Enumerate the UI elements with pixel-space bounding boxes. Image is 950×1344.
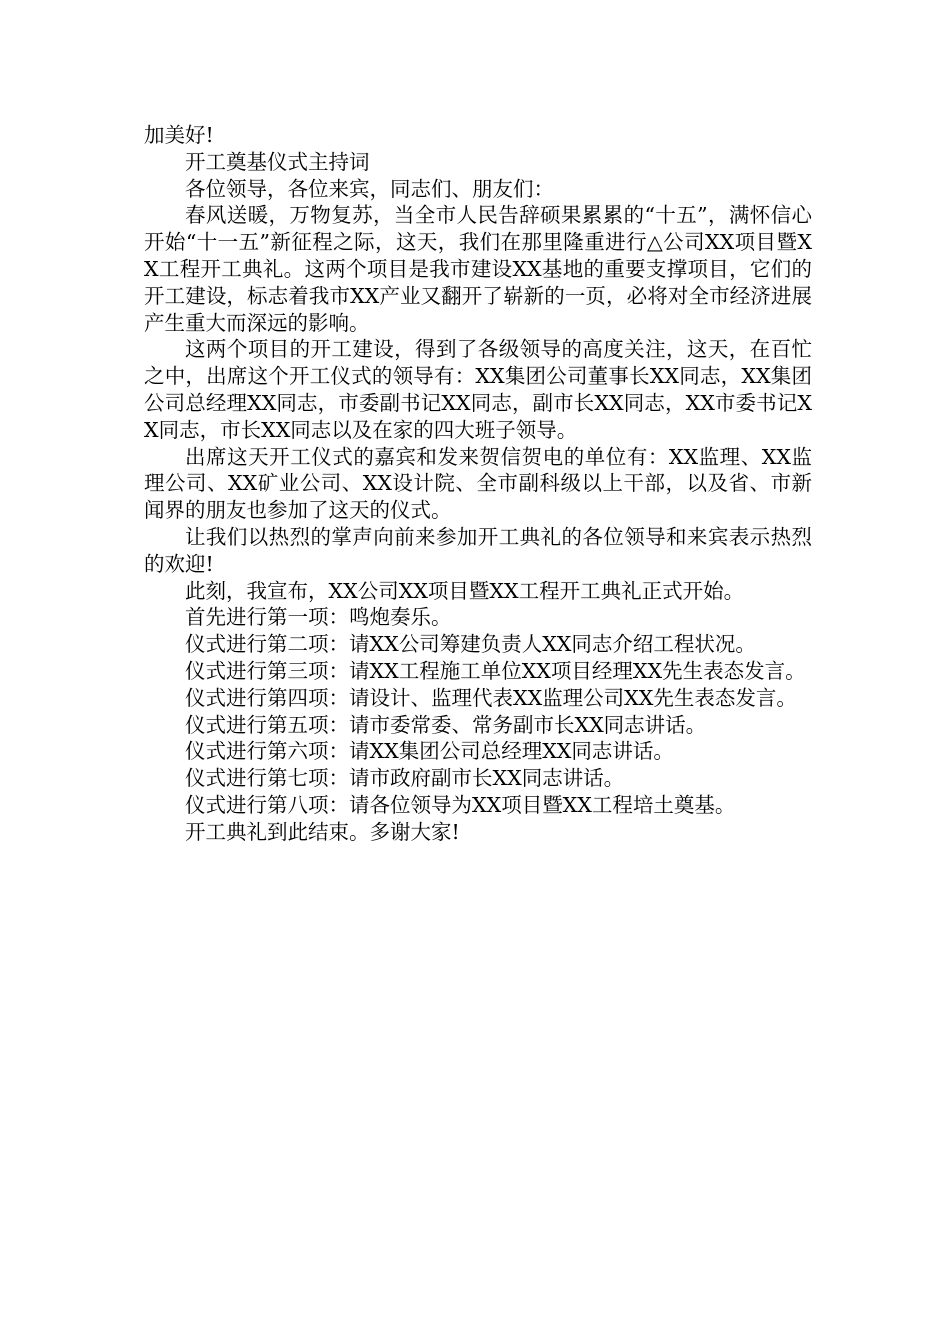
paragraph-opening: 春风送暖，万物复苏，当全市人民告辞硕果累累的“十五”，满怀信心开始“十一五”新征程之际，这天，我们在那里隆重进行△公司XX项目暨XX工程开工典礼。这两个项目是我市建设XX基地的重要支撑项目，它们的开工建设，标志着我市XX产业又翻开了崭新的一页，必将对全市经济进展产生重大而深远的影响。 <box>144 203 812 335</box>
salutation: 各位领导，各位来宾，同志们、朋友们： <box>185 176 554 201</box>
agenda-item-3: 仪式进行第三项：请XX工程施工单位XX项目经理XX先生表态发言。 <box>185 658 806 683</box>
closing-line: 开工典礼到此结束。多谢大家! <box>185 819 460 844</box>
document-body <box>144 122 812 846</box>
agenda-item-2: 仪式进行第二项：请XX公司筹建负责人XX同志介绍工程状况。 <box>185 632 756 657</box>
section-title: 开工奠基仪式主持词 <box>185 149 370 174</box>
agenda-item-7: 仪式进行第七项：请市政府副市长XX同志讲话。 <box>185 766 625 791</box>
paragraph-leaders: 这两个项目的开工建设，得到了各级领导的高度关注，这天，在百忙之中，出席这个开工仪式的领导有：XX集团公司董事长XX同志，XX集团公司总经理XX同志，市委副书记XX同志，副市长XX同志，XX市委书记XX同志，市长XX同志以及在家的四大班子领导。 <box>144 337 812 442</box>
agenda-item-1: 首先进行第一项：鸣炮奏乐。 <box>185 605 452 630</box>
agenda-item-4: 仪式进行第四项：请设计、监理代表XX监理公司XX先生表态发言。 <box>185 685 797 710</box>
paragraph-continuation: 加美好! <box>144 123 214 147</box>
paragraph-announcement: 此刻，我宣布，XX公司XX项目暨XX工程开工典礼正式开始。 <box>185 578 745 603</box>
paragraph-guests: 出席这天开工仪式的嘉宾和发来贺信贺电的单位有：XX监理、XX监理公司、XX矿业公司、XX设计院、全市副科级以上干部，以及省、市新闻界的朋友也参加了这天的仪式。 <box>144 444 812 523</box>
agenda-item-6: 仪式进行第六项：请XX集团公司总经理XX同志讲话。 <box>185 739 674 764</box>
agenda-item-8: 仪式进行第八项：请各位领导为XX项目暨XX工程培土奠基。 <box>185 792 736 817</box>
paragraph-welcome: 让我们以热烈的掌声向前来参加开工典礼的各位领导和来宾表示热烈的欢迎! <box>144 524 812 576</box>
agenda-item-5: 仪式进行第五项：请市委常委、常务副市长XX同志讲话。 <box>185 712 707 737</box>
